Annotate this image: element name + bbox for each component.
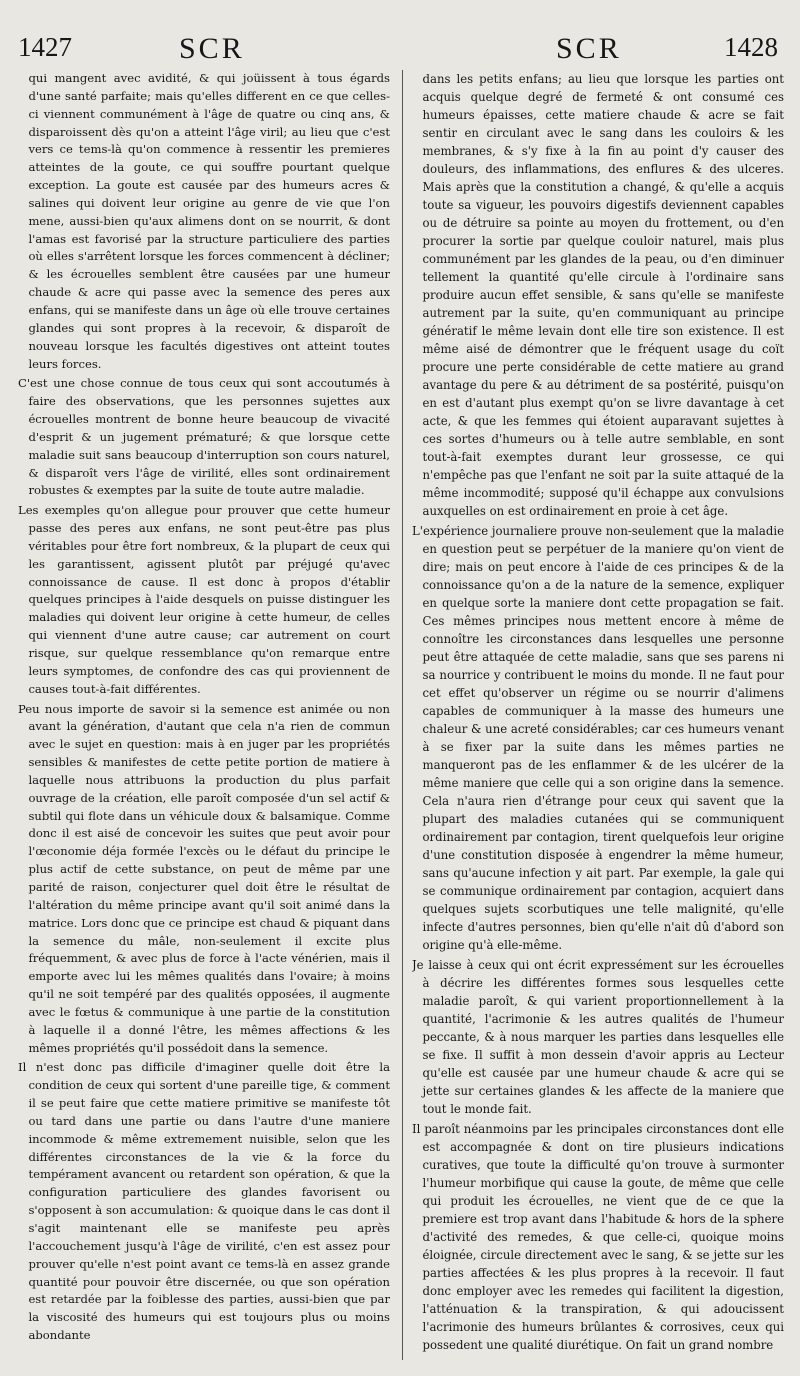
head-word-right: SCR	[556, 32, 622, 65]
paragraph: dans les petits enfans; au lieu que lorsque les parties ont acquis quelque degré de fermeté & ont consumé ces humeurs épaisses, cette matiere chaude & acre se fait sentir en circulant avec le sang dans les couloirs & les membranes, & s'y fixe à la fin au point d'y causer des douleurs, des inflammations, des enflures & des ulceres. Mais après que la constitution a changé, & qu'elle a acquis toute sa vigueur, les pouvoirs digestifs deviennent capables ou de détruire sa pointe au moyen du frottement, ou d'en procurer la sortie par quelque couloir naturel, mais plus communément par les glandes de la peau, ou d'en diminuer tellement la quantité qu'elle circule à l'ordinaire sans produire aucun effet sensible, & sans qu'elle se manifeste autrement par la suite, qu'en communiquant au principe génératif le même levain dont elle tire son existence. Il est même aisé de démontrer que le fréquent usage du coït procure une perte considérable de cette matiere au grand avantage du pere & au détriment de sa postérité, puisqu'on en est d'autant plus exempt qu'on se livre davantage à cet acte, & que les femmes qui étoient auparavant sujettes à ces sortes d'humeurs ou à telle autre semblable, en sont tout-à-fait exemptes durant leur grossesse, ce qui n'empêche pas que l'enfant ne soit par la suite attaqué de la même incommodité; supposé qu'il échappe aux convulsions auxquelles on est ordinairement en proie à cet âge.	[422, 72, 784, 518]
paragraph: C'est une chose connue de tous ceux qui sont accoutumés à faire des observations, que les personnes sujettes aux écrouelles montrent de bonne heure beaucoup de vivacité d'esprit & un jugement prématuré; & que lorsque cette maladie suit sans beaucoup d'interruption son cours naturel, & disparoît vers l'âge de virilité, elles sont ordinairement robustes & exemptes par la suite de toute autre maladie.	[18, 376, 390, 498]
column-divider	[402, 70, 403, 1360]
right-column	[412, 70, 784, 1366]
paragraph: qui mangent avec avidité, & qui joüissent à tous égards d'une santé parfaite; mais qu'elles different en ce que celles-ci viennent communément à l'âge de quatre ou cinq ans, & disparoissent dès qu'on a atteint l'âge viril; au lieu que c'est vers ce tems-là qu'on commence à ressentir les premieres atteintes de la goute, ce qui souffre pourtant quelque exception. La goute est causée par des humeurs acres & salines qui doivent leur origine au genre de vie que l'on mene, aussi-bien qu'aux alimens dont on se nourrit, & dont l'amas est favorisé par la structure particuliere des parties où elles s'arrêtent lorsque les forces commencent à décliner; & les écrouelles semblent être causées par une humeur chaude & acre qui passe avec la semence des peres aux enfans, qui se manifeste dans un âge où elle trouve certaines glandes qui sont propres à la recevoir, & disparoît de nouveau lorsque les facultés digestives ont atteint toutes leurs forces.	[28, 71, 390, 371]
text-columns	[16, 70, 784, 1366]
paragraph: L'expérience journaliere prouve non-seulement que la maladie en question peut se perpétuer de la maniere qu'on vient de dire; mais on peut encore à l'aide de ces principes & de la connoissance qu'on a de la nature de la semence, expliquer en quelque sorte la maniere dont cette propagation se fait. Ces mêmes principes nous mettent encore à même de connoître les circonstances dans lesquelles une personne peut être attaquée de cette maladie, sans que ses parens ni sa nourrice y contribuent le moins du monde. Il ne faut pour cet effet qu'observer un régime ou se nourrir d'alimens capables de communiquer à la masse des humeurs une chaleur & une acreté considérables; car ces humeurs venant à se fixer par la suite dans les mêmes parties ne manqueront pas de les enflammer & de les ulcérer de la même maniere que celle qui a son origine dans la semence. Cela n'aura rien d'étrange pour ceux qui savent que la plupart des maladies cutanées qui se communiquent ordinairement par contagion, tirent quelquefois leur origine d'une constitution disposée à engendrer la même humeur, sans qu'aucune infection y ait part. Par exemple, la gale qui se communique ordinairement par contagion, acquiert dans quelques sujets scorbutiques une telle malignité, qu'elle infecte d'autres personnes, bien qu'elle n'ait dû d'abord son origine qu'à elle-même.	[412, 524, 784, 952]
left-column	[18, 70, 390, 1366]
paragraph: Je laisse à ceux qui ont écrit expressément sur les écrouelles à décrire les différentes formes sous lesquelles cette maladie paroît, & qui varient proportionnellement à la quantité, l'acrimonie & les autres qualités de l'humeur peccante, & à nous marquer les parties dans lesquelles elle se fixe. Il suffit à mon dessein d'avoir appris au Lecteur qu'elle est causée par une humeur chaude & acre qui se jette sur certaines glandes & les affecte de la maniere que tout le monde fait.	[412, 958, 784, 1116]
paragraph: Il paroît néanmoins par les principales circonstances dont elle est accompagnée & dont on tire plusieurs indications curatives, que toute la difficulté qu'on trouve à surmonter l'humeur morbifique qui cause la goute, de même que celle qui produit les écrouelles, ne vient que de ce que la premiere est trop avant dans l'habitude & hors de la sphere d'activité des remedes, & que celle-ci, quoique moins éloignée, circule directement avec le sang, & se jette sur les parties affectées & les plus propres à la recevoir. Il faut donc employer avec les remedes qui facilitent la digestion, l'atténuation & la transpiration, & qui adoucissent l'acrimonie des humeurs brûlantes & corrosives, ceux qui possedent une qualité diurétique. On fait un grand nombre	[412, 1122, 784, 1352]
running-head	[16, 26, 784, 70]
paragraph: Il n'est donc pas difficile d'imaginer quelle doit être la condition de ceux qui sortent d'une pareille tige, & comment il se peut faire que cette matiere primitive se manifeste tôt ou tard dans une partie ou dans l'autre d'une maniere incommode & même extremement nuisible, selon que les différentes circonstances de la vie & la force du tempérament avancent ou retardent son opération, & que la configuration particuliere des glandes favorisent ou s'opposent à son accumulation: & quoique dans le cas dont il s'agit maintenant elle se manifeste peu après l'accouchement jusqu'à l'âge de virilité, c'en est assez pour prouver qu'elle n'est point avant ce tems-là en assez grande quantité pour pouvoir être discernée, ou que son opération est retardée par la foiblesse des parties, aussi-bien que par la viscosité des humeurs qui est toujours plus ou moins abondante	[18, 1060, 390, 1343]
head-word-left: SCR	[179, 32, 245, 65]
page-number-left: 1427	[18, 32, 72, 62]
page-number-right: 1428	[724, 32, 778, 62]
paragraph: Peu nous importe de savoir si la semence est animée ou non avant la génération, d'autant que cela n'a rien de commun avec le sujet en question: mais à en juger par les propriétés sensibles & manifestes de cette petite portion de matiere à laquelle nous attribuons la production du plus parfait ouvrage de la création, elle paroît composée d'un sel actif & subtil qui flote dans un véhicule doux & balsamique. Comme donc il est aisé de concevoir les suites que peut avoir pour l'œconomie déja formée l'excès ou le défaut du principe le plus actif de cette substance, on peut de même par une parité de raison, conjecturer quel doit être le résultat de l'altération du même principe avant qu'il soit animé dans la matrice. Lors donc que ce principe est chaud & piquant dans la semence du mâle, non-seulement il excite plus fréquemment, & avec plus de force à l'acte vénérien, mais il emporte avec lui les mêmes qualités dans l'ovaire; à moins qu'il ne soit tempéré par des qualités opposées, il augmente avec le fœtus & communique à une partie de la constitution à laquelle il a donné l'être, les mêmes affections & les mêmes propriétés qu'il possédoit dans la semence.	[18, 701, 390, 1055]
paragraph: Les exemples qu'on allegue pour prouver que cette humeur passe des peres aux enfans, ne sont peut-être pas plus véritables pour être fort nombreux, & la plupart de ceux qui les garantissent, agissent plutôt par préjugé qu'avec connoissance de cause. Il est donc à propos d'établir quelques principes à l'aide desquels on puisse distinguer les maladies qui doivent leur origine à cette humeur, de celles qui viennent d'une autre cause; car autrement on court risque, sur quelque ressemblance qu'on remarque entre leurs symptomes, de confondre des cas qui proviennent de causes tout-à-fait différentes.	[18, 503, 390, 696]
